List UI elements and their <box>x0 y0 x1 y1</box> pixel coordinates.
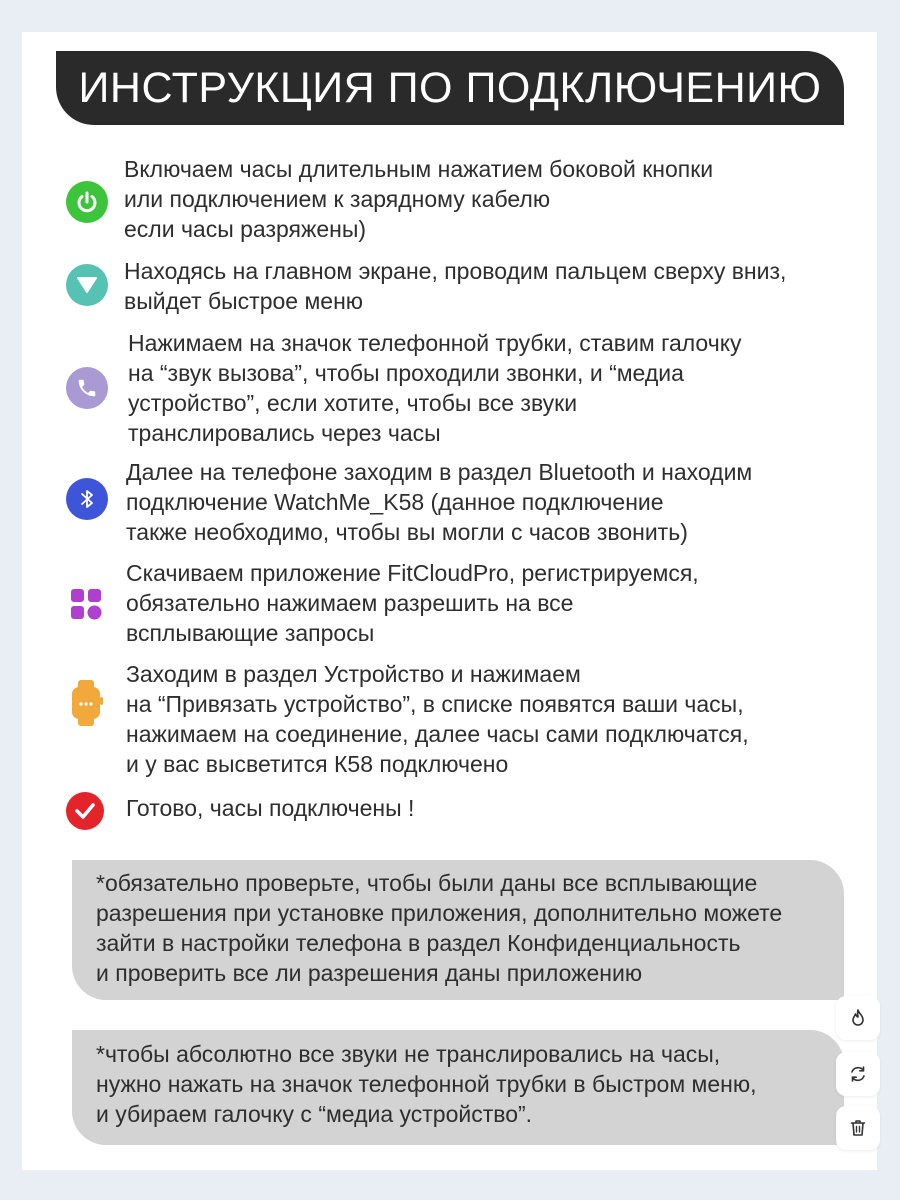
note-text: *обязательно проверьте, чтобы были даны все всплывающие разрешения при установке приложения, дополнительно можете зайти в настройки телефона в раздел Конфиденциальность и проверить все ли разрешения даны приложению <box>96 870 783 986</box>
fire-icon <box>848 1008 868 1028</box>
step-text: Заходим в раздел Устройство и нажимаем на “Привязать устройство”, в списке появятся ваши часы, нажимаем на соединение, далее часы сами подключатся, и у вас высветится К58 подключено <box>126 661 749 777</box>
note-permissions <box>72 860 844 1000</box>
step-done <box>66 792 856 832</box>
bluetooth-icon <box>66 478 108 520</box>
fire-button[interactable] <box>836 996 880 1040</box>
step-power-on <box>66 158 856 248</box>
step-install-app <box>66 558 856 648</box>
step-text: Находясь на главном экране, проводим пальцем сверху вниз, выйдет быстрое меню <box>124 258 787 314</box>
step-swipe-menu <box>66 258 856 318</box>
page-title-banner <box>56 51 844 125</box>
step-text: Включаем часы длительным нажатием боковой кнопки или подключением к зарядному кабелю если часы разряжены) <box>124 156 714 242</box>
step-text: Нажимаем на значок телефонной трубки, ставим галочку на “звук вызова”, чтобы проходили звонки, и “медиа устройство”, если хотите, чтобы все звуки транслировались через часы <box>128 330 742 446</box>
page-title: ИНСТРУКЦИЯ ПО ПОДКЛЮЧЕНИЮ <box>78 63 822 112</box>
refresh-icon <box>848 1064 868 1084</box>
step-bluetooth <box>66 458 856 548</box>
phone-icon <box>66 367 108 409</box>
check-icon <box>66 792 104 830</box>
power-icon <box>66 181 108 223</box>
watch-icon <box>66 679 106 727</box>
trash-icon <box>848 1118 868 1138</box>
swipe-down-icon <box>66 264 108 306</box>
refresh-button[interactable] <box>836 1052 880 1096</box>
step-bind-device <box>66 658 856 778</box>
apps-icon <box>66 584 106 624</box>
delete-button[interactable] <box>836 1106 880 1150</box>
note-media-sound <box>72 1030 844 1145</box>
step-text: Далее на телефоне заходим в раздел Bluetooth и находим подключение WatchMe_K58 (данное подключение также необходимо, чтобы вы могли с часов звонить) <box>126 459 753 545</box>
step-text: Готово, часы подключены ! <box>126 795 415 821</box>
step-text: Скачиваем приложение FitCloudPro, регистрируемся, обязательно нажимаем разрешить на все всплывающие запросы <box>126 560 699 646</box>
note-text: *чтобы абсолютно все звуки не транслировались на часы, нужно нажать на значок телефонной трубки в быстром меню, и убираем галочку с “медиа устройство”. <box>96 1041 757 1127</box>
step-call-settings <box>66 328 856 448</box>
